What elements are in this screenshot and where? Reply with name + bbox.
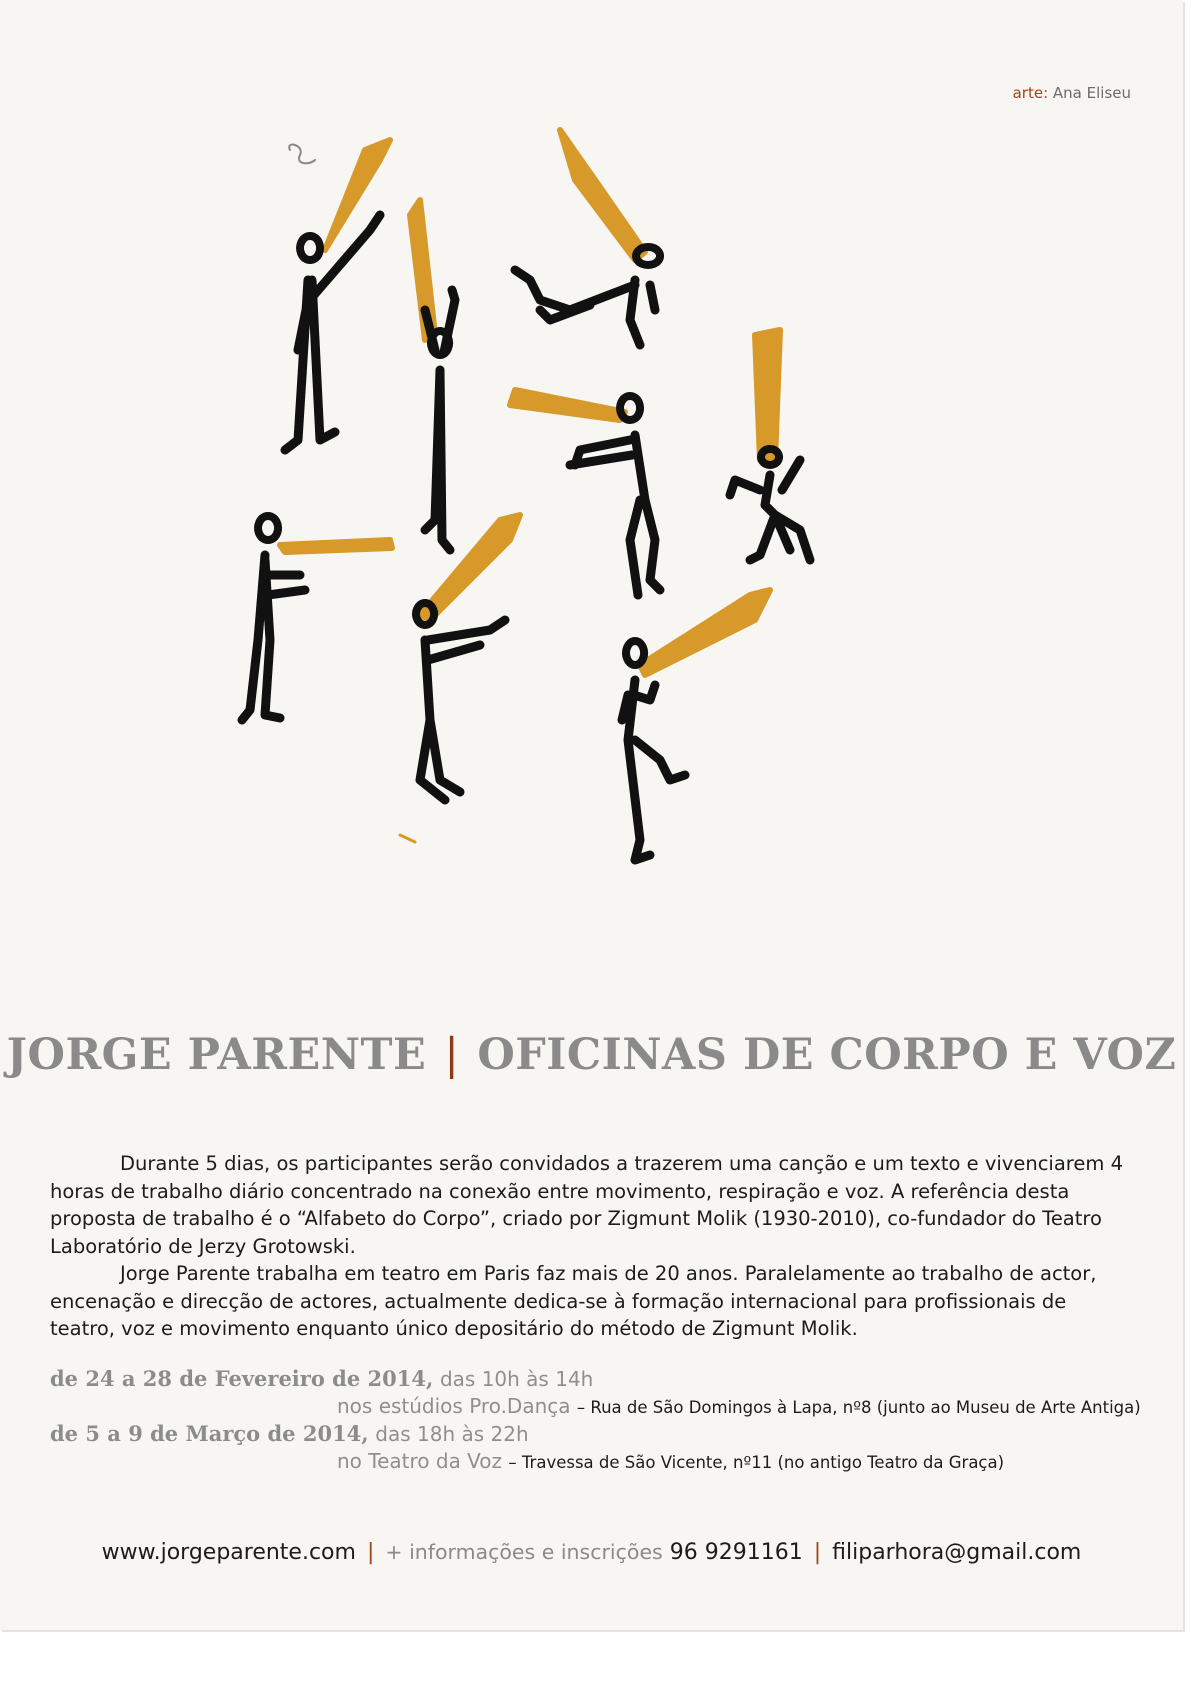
- session-2-venue: no Teatro da Voz: [337, 1449, 503, 1473]
- session-2-address: – Travessa de São Vicente, nº11 (no antigo Teatro da Graça): [508, 1453, 1005, 1472]
- title-separator: |: [444, 1030, 460, 1080]
- phone-number[interactable]: 96 9291161: [669, 1540, 803, 1565]
- session-1-hours: das 10h às 14h: [439, 1367, 594, 1391]
- poster-title: [0, 1030, 1183, 1080]
- figure-6: [242, 516, 392, 720]
- stick-figures-artwork: [230, 120, 950, 920]
- title-workshop: OFICINAS DE CORPO E VOZ: [477, 1030, 1177, 1080]
- website-link[interactable]: www.jorgeparente.com: [101, 1540, 356, 1565]
- paragraph-1: Durante 5 dias, os participantes serão convidados a trazerem uma canção e um texto e vivenciarem 4 horas de trabalho diário concentrado na conexão entre movimento, respiração e voz. A referência desta proposta de trabalho é o “Alfabeto do Corpo”, criado por Zigmunt Molik (1930-2010), co-fundador do Teatro Laboratório de Jerzy Grotowski.: [50, 1152, 1123, 1258]
- title-name: JORGE PARENTE: [6, 1030, 427, 1080]
- session-1-address: – Rua de São Domingos à Lapa, nº8 (junto ao Museu de Arte Antiga): [576, 1398, 1141, 1417]
- session-1-venue-line: [337, 1393, 1160, 1420]
- figure-5: [730, 330, 810, 560]
- art-credit: [1013, 84, 1131, 102]
- session-2-date-range: de 5 a 9 de Março de 2014,: [50, 1421, 369, 1446]
- description: [50, 1150, 1135, 1343]
- footer-separator: |: [366, 1540, 375, 1565]
- figure-7: [416, 515, 520, 800]
- figure-4: [510, 390, 660, 595]
- session-1-dates: [50, 1365, 1160, 1393]
- email-link[interactable]: filiparhora@gmail.com: [832, 1540, 1082, 1565]
- credit-label: arte:: [1012, 84, 1049, 102]
- sessions: [50, 1365, 1160, 1475]
- session-2-dates: [50, 1420, 1160, 1448]
- session-2-hours: das 18h às 22h: [375, 1422, 529, 1446]
- info-label: + informações e inscrições: [385, 1540, 663, 1564]
- session-1-date-range: de 24 a 28 de Fevereiro de 2014,: [50, 1366, 434, 1391]
- figure-8: [622, 590, 770, 860]
- figure-2: [410, 200, 455, 550]
- footer-separator: |: [813, 1540, 822, 1565]
- session-2-venue-line: [337, 1448, 1160, 1475]
- figure-1: [285, 140, 390, 450]
- contact-footer: [0, 1540, 1183, 1565]
- figure-3: [515, 130, 660, 345]
- credit-name: Ana Eliseu: [1052, 84, 1131, 102]
- session-1-venue: nos estúdios Pro.Dança: [337, 1394, 571, 1418]
- paragraph-2: Jorge Parente trabalha em teatro em Paris faz mais de 20 anos. Paralelamente ao trabalho de actor, encenação e direcção de actores, actualmente dedica-se à formação internacional para profissionais de teatro, voz e movimento enquanto único depositário do método de Zigmunt Molik.: [50, 1262, 1097, 1340]
